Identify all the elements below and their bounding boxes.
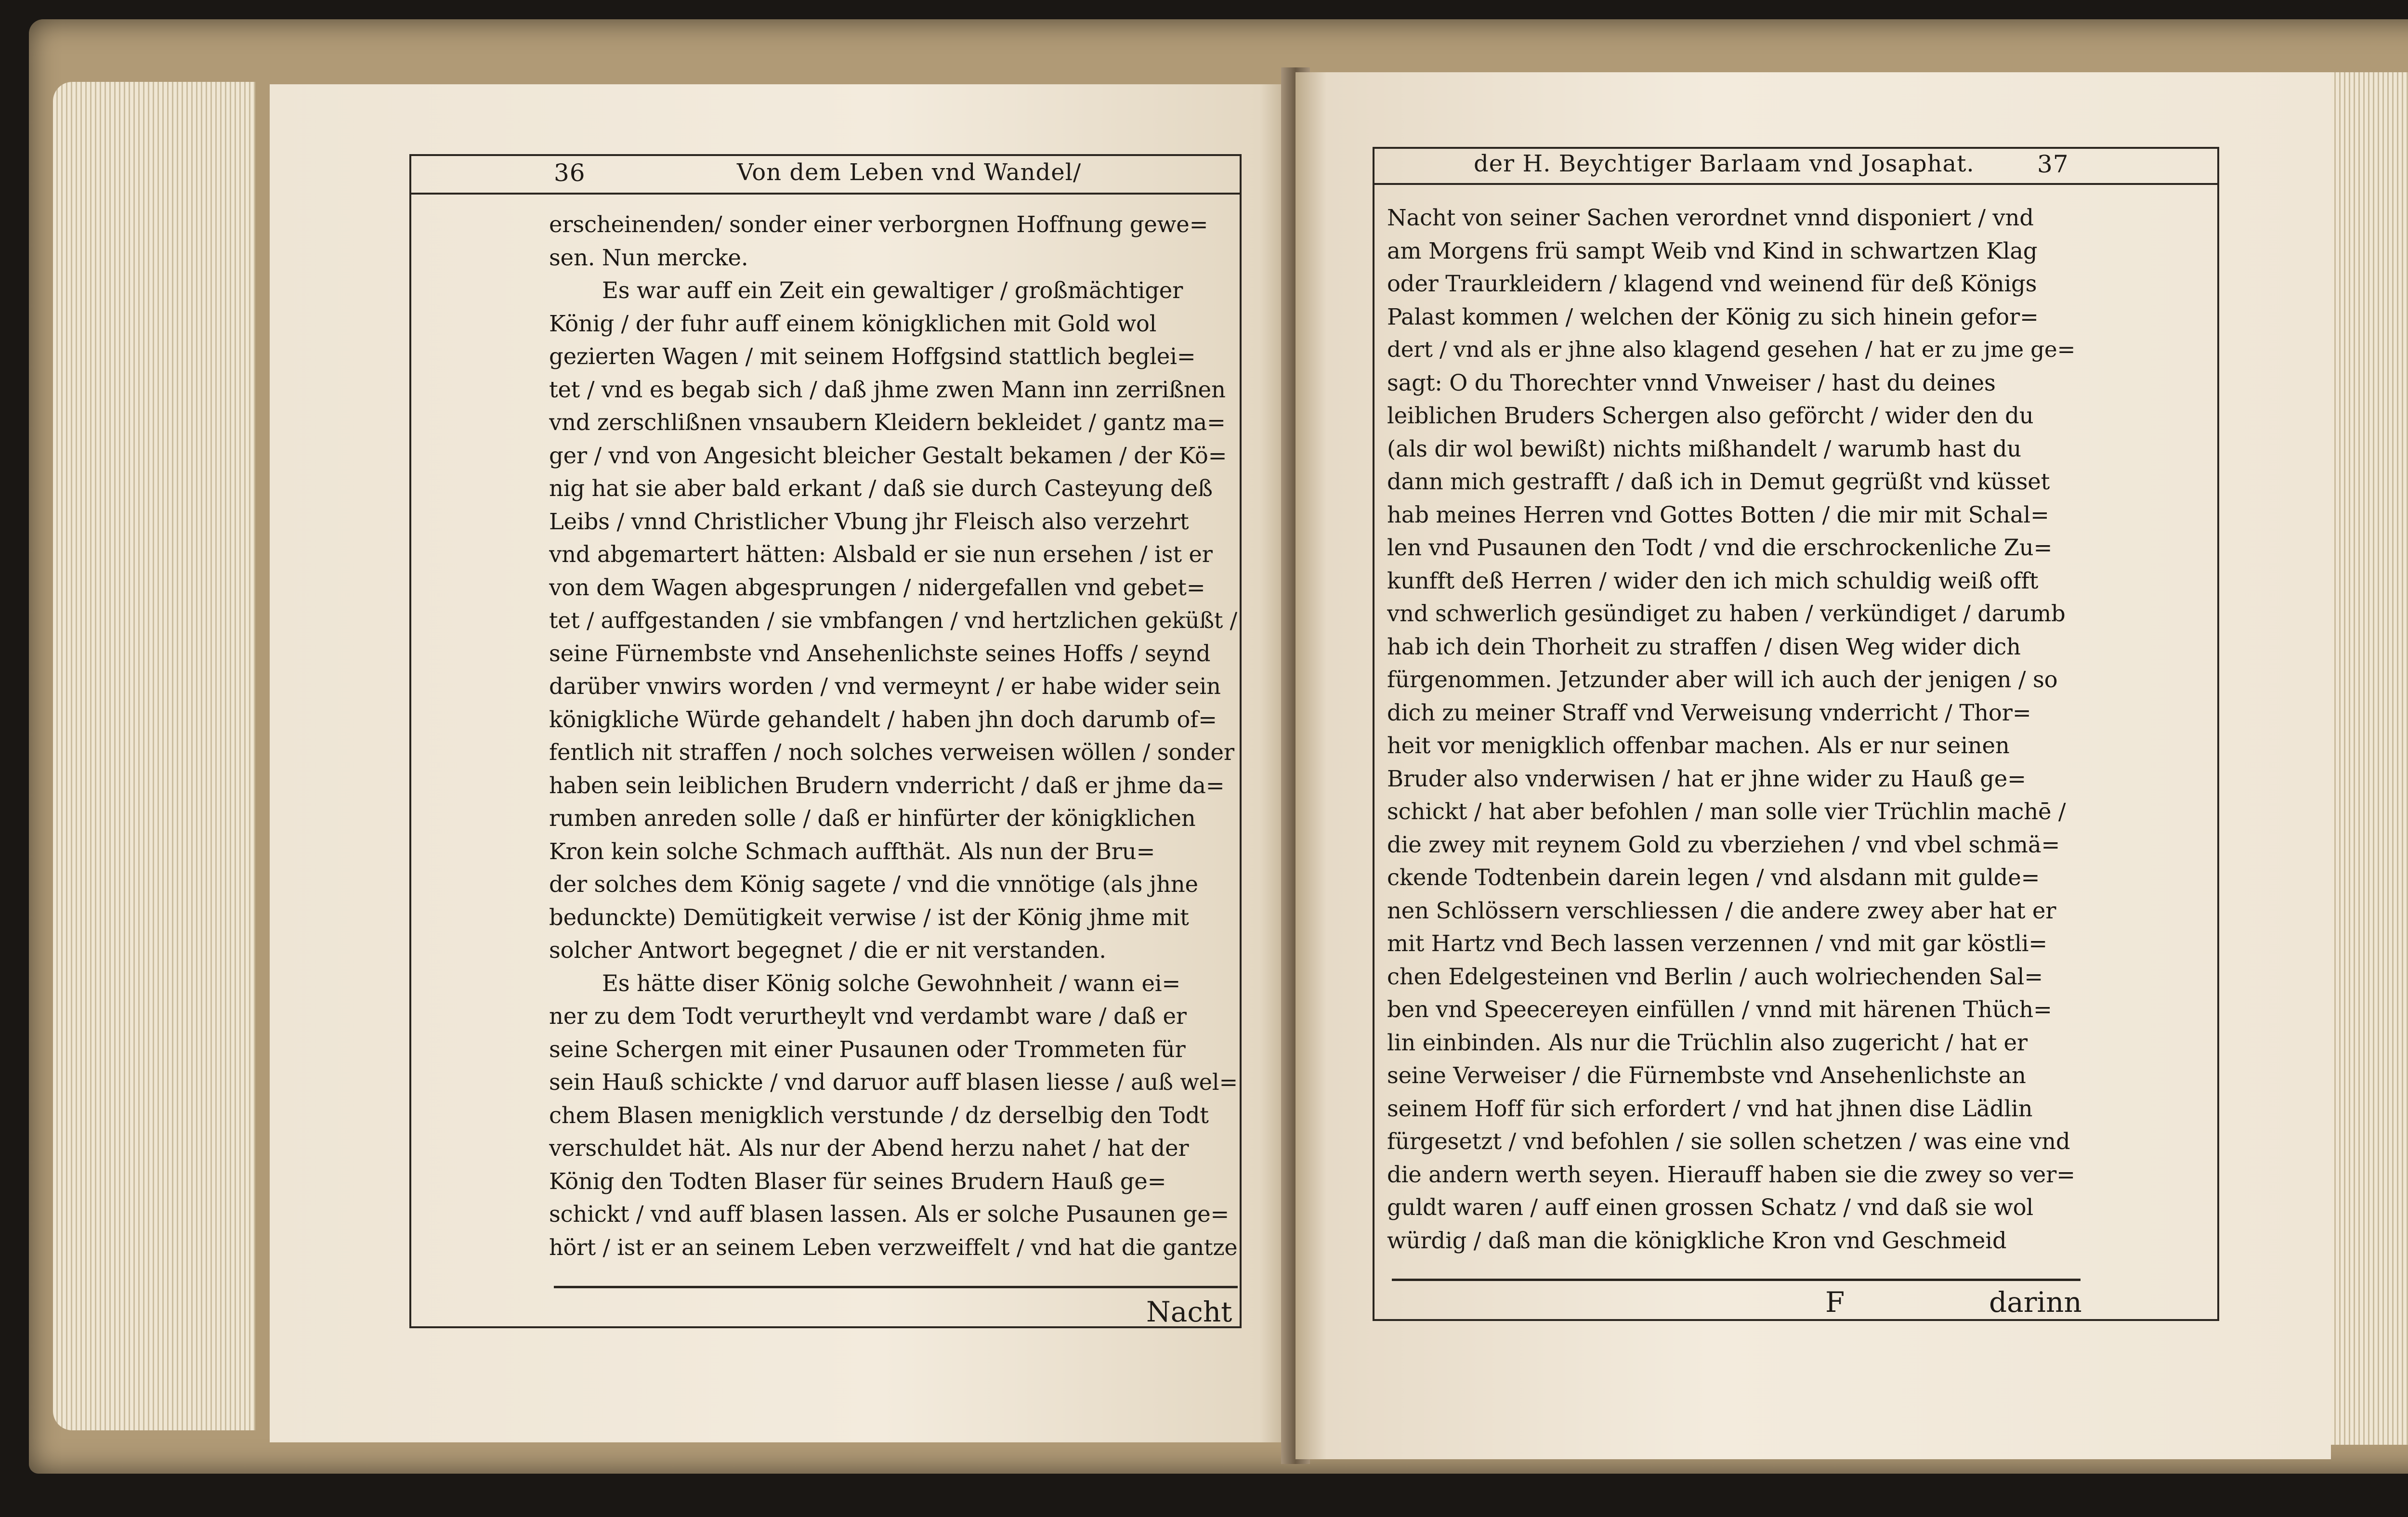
text-line: Kron kein solche Schmach auffthät. Als nun der Bru= — [549, 838, 1155, 864]
text-line: nen Schlössern verschliessen / die andere zwey aber hat er — [1387, 897, 2056, 924]
text-line: leiblichen Bruders Schergen also geförcht / wider den du — [1387, 403, 2034, 429]
text-line: dert / vnd als er jhne also klagend gesehen / hat er zu jme ge= — [1387, 337, 2076, 362]
text-line: (als dir wol bewißt) nichts mißhandelt / warumb hast du — [1387, 435, 2022, 462]
right-running-head: der H. Beychtiger Barlaam vnd Josaphat. — [1474, 150, 1975, 177]
text-line: am Morgens frü sampt Weib vnd Kind in schwartzen Klag — [1387, 237, 2038, 264]
text-line: fürgenommen. Jetzunder aber will ich auch der jenigen / so — [1387, 667, 2058, 693]
text-line: ckende Todtenbein darein legen / vnd alsdann mit gulde= — [1387, 864, 2040, 890]
text-line: schickt / vnd auff blasen lassen. Als er solche Pusaunen ge= — [549, 1201, 1230, 1227]
text-line: König den Todten Blaser für seines Brudern Hauß ge= — [549, 1168, 1166, 1194]
text-line: Es hätte diser König solche Gewohnheit / wann ei= — [602, 970, 1181, 996]
right-folio: 37 — [2037, 150, 2069, 178]
text-line: ben vnd Speecereyen einfüllen / vnnd mit härenen Thüch= — [1387, 996, 2052, 1022]
text-line: fentlich nit straffen / noch solches verweisen wöllen / sonder — [549, 739, 1234, 765]
text-line: len vnd Pusaunen den Todt / vnd die erschrockenliche Zu= — [1387, 535, 2053, 561]
text-line: mit Hartz vnd Bech lassen verzennen / vnd mit gar köstli= — [1387, 930, 2048, 956]
text-line: hab ich dein Thorheit zu straffen / disen Weg wider dich — [1387, 633, 2021, 660]
text-line: Leibs / vnnd Christlicher Vbung jhr Fleisch also verzehrt — [549, 508, 1189, 535]
text-line: seine Fürnembste vnd Ansehenlichste seines Hoffs / seynd — [549, 640, 1211, 667]
right-fore-edge — [2326, 72, 2408, 1445]
text-line: oder Traurkleidern / klagend vnd weinend für deß Königs — [1387, 271, 2037, 297]
text-line: Palast kommen / welchen der König zu sich hinein gefor= — [1387, 303, 2039, 330]
text-line: haben sein leiblichen Brudern vnderricht / daß er jhme da= — [549, 772, 1225, 798]
left-text-block — [549, 208, 1238, 1264]
text-line: fürgesetzt / vnd befohlen / sie sollen schetzen / was eine vnd — [1387, 1128, 2070, 1154]
left-head-rule — [409, 193, 1240, 195]
text-line: erscheinenden/ sonder einer verborgnen Hoffnung gewe= — [549, 211, 1208, 237]
text-line: vnd schwerlich gesündiget zu haben / verkündiget / darumb — [1387, 601, 2066, 627]
text-line: vnd zerschlißnen vnsaubern Kleidern bekleidet / gantz ma= — [549, 409, 1226, 435]
text-line: König / der fuhr auff einem königklichen mit Gold wol — [549, 310, 1157, 337]
text-line: tet / vnd es begab sich / daß jhme zwen Mann inn zerrißnen — [549, 376, 1226, 403]
text-line: Nacht von seiner Sachen verordnet vnnd disponiert / vnd — [1387, 205, 2034, 231]
text-line: hab meines Herren vnd Gottes Botten / die mir mit Schal= — [1387, 501, 2049, 528]
text-line: die zwey mit reynem Gold zu vberziehen / vnd vbel schmä= — [1387, 831, 2060, 858]
text-line: guldt waren / auff einen grossen Schatz / vnd daß sie wol — [1387, 1194, 2034, 1220]
text-line: Bruder also vnderwisen / hat er jhne wider zu Hauß ge= — [1387, 765, 2026, 792]
left-catchword: Nacht — [1146, 1295, 1232, 1328]
text-line: würdig / daß man die königkliche Kron vnd Geschmeid — [1387, 1227, 2007, 1254]
text-line: sagt: O du Thorechter vnnd Vnweiser / hast du deines — [1387, 369, 1996, 396]
text-line: die andern werth seyen. Hierauff haben sie die zwey so ver= — [1387, 1161, 2075, 1188]
text-line: rumben anreden solle / daß er hinfürter der königklichen — [549, 805, 1196, 831]
text-line: sen. Nun mercke. — [549, 244, 748, 271]
text-line: chem Blasen menigklich verstunde / dz derselbig den Todt — [549, 1102, 1209, 1128]
text-line: vnd abgemartert hätten: Alsbald er sie nun ersehen / ist er — [549, 541, 1213, 567]
text-line: kunfft deß Herren / wider den ich mich schuldig weiß offt — [1387, 567, 2039, 594]
text-line: bedunckte) Demütigkeit verwise / ist der König jhme mit — [549, 904, 1189, 930]
text-line: von dem Wagen abgesprungen / nidergefallen vnd gebet= — [549, 574, 1205, 601]
text-line: heit vor menigklich offenbar machen. Als er nur seinen — [1387, 732, 2010, 758]
text-line: lin einbinden. Als nur die Trüchlin also zugericht / hat er — [1387, 1029, 2028, 1056]
right-text-block — [1387, 201, 2076, 1257]
right-foot-rule — [1392, 1279, 2081, 1281]
text-line: ner zu dem Todt verurtheylt vnd verdambt ware / daß er — [549, 1003, 1187, 1029]
right-head-rule — [1373, 183, 2217, 185]
text-line: chen Edelgesteinen vnd Berlin / auch wolriechenden Sal= — [1387, 963, 2043, 990]
text-line: solcher Antwort begegnet / die er nit verstanden. — [549, 937, 1106, 963]
text-line: darüber vnwirs worden / vnd vermeynt / er habe wider sein — [549, 673, 1221, 699]
text-line: sein Hauß schickte / vnd daruor auff blasen liesse / auß wel= — [549, 1069, 1238, 1095]
text-line: der solches dem König sagete / vnd die vnnötige (als jhne — [549, 871, 1198, 897]
left-running-head: Von dem Leben vnd Wandel/ — [737, 159, 1082, 186]
text-line: seine Schergen mit einer Pusaunen oder Trommeten für — [549, 1036, 1186, 1062]
text-line: Es war auff ein Zeit ein gewaltiger / großmächtiger — [602, 277, 1183, 303]
text-line: königkliche Würde gehandelt / haben jhn doch darumb of= — [549, 706, 1217, 732]
left-fore-edge — [53, 82, 255, 1430]
text-line: seine Verweiser / die Fürnembste vnd Ansehenlichste an — [1387, 1062, 2026, 1088]
text-line: dann mich gestrafft / daß ich in Demut gegrüßt vnd küsset — [1387, 469, 2050, 495]
right-signature-mark: F — [1825, 1286, 1845, 1319]
text-line: verschuldet hät. Als nur der Abend herzu nahet / hat der — [549, 1135, 1189, 1161]
text-line: hört / ist er an seinem Leben verzweiffelt / vnd hat die gantze — [549, 1234, 1238, 1260]
text-line: gezierten Wagen / mit seinem Hoffgsind stattlich beglei= — [549, 343, 1196, 369]
text-line: nig hat sie aber bald erkant / daß sie durch Casteyung deß — [549, 475, 1213, 501]
text-line: seinem Hoff für sich erfordert / vnd hat jhnen dise Lädlin — [1387, 1095, 2033, 1122]
text-line: dich zu meiner Straff vnd Verweisung vnderricht / Thor= — [1387, 699, 2031, 726]
text-line: schickt / hat aber befohlen / man solle vier Trüchlin machē / — [1387, 798, 2066, 824]
text-line: ger / vnd von Angesicht bleicher Gestalt bekamen / der Kö= — [549, 442, 1227, 469]
text-line: tet / auffgestanden / sie vmbfangen / vnd hertzlichen geküßt / — [549, 607, 1237, 633]
left-folio: 36 — [554, 159, 586, 187]
left-foot-rule — [554, 1286, 1238, 1288]
right-catchword: darinn — [1989, 1286, 2082, 1319]
